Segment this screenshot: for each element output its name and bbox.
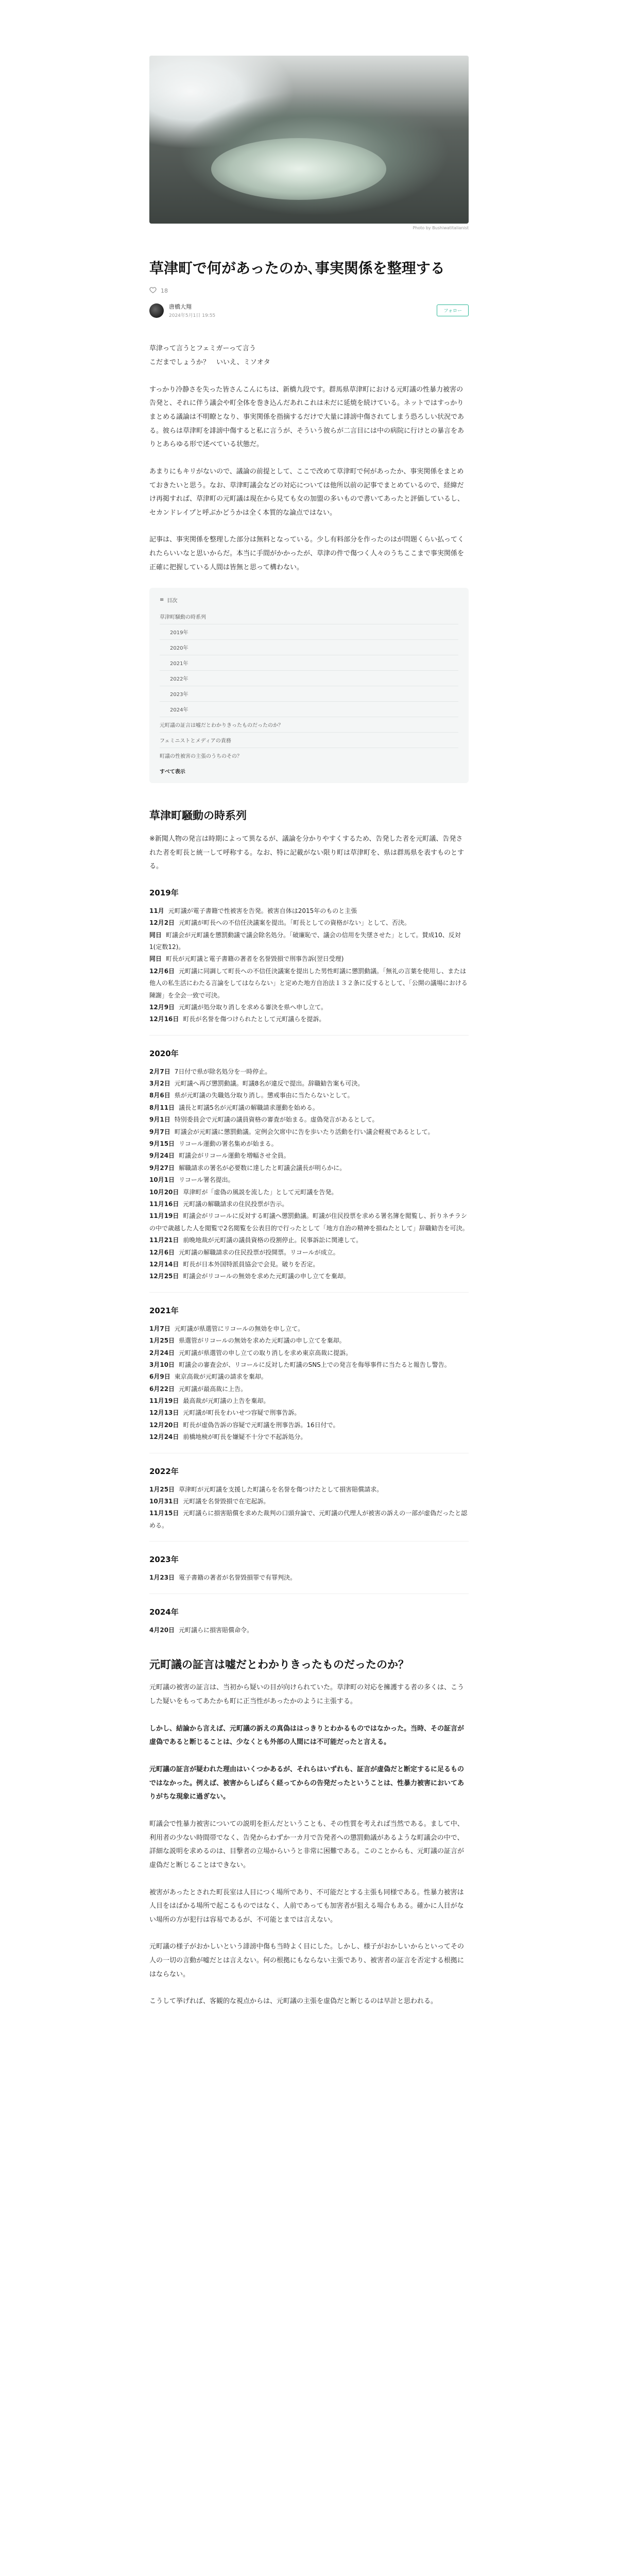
timeline-entry: [149, 1126, 469, 1138]
timeline-entry: [149, 1496, 469, 1507]
toc-show-all-link[interactable]: すべて表示: [160, 769, 185, 775]
toc-item[interactable]: 2020年: [160, 640, 458, 655]
timeline-text: 町長が元町議と電子書籍の著者を名誉毀損で刑事告訴(翌日受理): [166, 955, 344, 963]
author-name[interactable]: 唐橋大翔: [169, 303, 192, 311]
timeline-date: 12月24日: [149, 1433, 179, 1441]
toc-header[interactable]: [160, 596, 458, 604]
article-title: 草津町で何があったのか､事実関係を整理する: [149, 260, 445, 277]
timeline-year-heading: 2019年: [149, 888, 179, 897]
timeline-text: 前橋地検が町長を嫌疑不十分で不起訴処分。: [183, 1433, 307, 1441]
timeline-text: 元町議の解職請求の住民投票が告示。: [183, 1200, 288, 1208]
timeline-date: 12月9日: [149, 1003, 175, 1011]
timeline-date: 9月7日: [149, 1128, 170, 1136]
divider: [149, 1035, 469, 1036]
divider: [149, 1292, 469, 1293]
section-heading: 元町議の証言は嘘だとわかりきったものだったのか？: [149, 1658, 409, 1671]
timeline-text: 町長が虚偽告訴の容疑で元町議を刑事告訴。16日付で。: [183, 1421, 339, 1429]
heart-icon[interactable]: [149, 286, 157, 295]
timeline-text: 7日付で県が除名処分を一時停止。: [174, 1067, 271, 1075]
toc-item[interactable]: 2022年: [160, 671, 458, 686]
timeline-date: 12月6日: [149, 1248, 175, 1256]
timeline-entry: [149, 1259, 469, 1270]
timeline-text: 町議会が元町議に懲罰動議。定例会欠席中に告を歩いたり活動を行い議会軽視であるとして。: [174, 1128, 434, 1136]
timeline-entry: [149, 1114, 469, 1126]
timeline-text: 元町議を名誉毀損で在宅起訴。: [183, 1498, 270, 1505]
hero-hot-spring-pool: [211, 138, 386, 200]
toc-item[interactable]: 元町議の証言は嘘だとわかりきったものだったのか？: [160, 717, 458, 733]
timeline-entry: [149, 1234, 469, 1246]
timeline-date: 11月15日: [149, 1510, 179, 1517]
timeline-entry: [149, 1013, 469, 1025]
timeline-text: 特別委員会で元町議の議員資格の審査が始まる。虚偽発言があるとして。: [174, 1116, 379, 1124]
timeline-date: 2月7日: [149, 1067, 170, 1075]
timeline-entry: [149, 1090, 469, 1101]
timeline-date: 12月14日: [149, 1260, 179, 1268]
timeline-entry: [149, 1395, 469, 1407]
timeline-date: 10月20日: [149, 1188, 179, 1196]
timeline-text: 元町議が最高裁に上告。: [179, 1385, 247, 1393]
timeline-text: 議長と町議5名が元町議の解職請求運動を始める。: [179, 1104, 319, 1111]
timeline-date: 12月2日: [149, 919, 175, 927]
timeline-entry: [149, 1162, 469, 1174]
toc-item[interactable]: 2023年: [160, 686, 458, 702]
timeline-entry: [149, 1359, 469, 1371]
toc-heading: 目次: [167, 598, 178, 604]
timeline-list: [149, 1066, 469, 1283]
timeline-text: 元町議らに損害賠償を求めた裁判の口頭弁論で、元町議の代理人が被害の訴えの一部が虚偽だったと認める。: [149, 1510, 468, 1529]
timeline-note: ※新聞人物の発言は時期によって異なるが、議論を分かりやすくするため、告発した者を元町議、告発された者を町長と統一して呼称する。なお、特に記載がない限り町は草津町を、県は群馬県を表すものとする。: [149, 835, 465, 871]
timeline-date: 6月22日: [149, 1385, 175, 1393]
timeline-text: 電子書籍の著者が名誉毀損罪で有罪判決。: [179, 1574, 297, 1582]
timeline-entry: [149, 1187, 469, 1198]
timeline-list: [149, 1484, 469, 1532]
timeline-entry: [149, 1270, 469, 1282]
section-paragraph: 元町議の被害の証言は、当初から疑いの目が向けられていた。草津町の対応を擁護する者の多くは、こうした疑いをもってあたかも町に正当性があったかのように主張する。: [149, 1684, 465, 1706]
timeline-year-heading: 2024年: [149, 1607, 179, 1617]
timeline-date: 3月2日: [149, 1080, 170, 1088]
timeline-heading: 草津町騒動の時系列: [149, 809, 247, 822]
timeline-entry: [149, 1407, 469, 1419]
timeline-entry: [149, 929, 469, 954]
toc-item[interactable]: 2019年: [160, 624, 458, 640]
timeline-text: リコール運動の署名集めが始まる。: [179, 1140, 278, 1148]
timeline-years: [149, 887, 469, 1636]
timeline-entry: [149, 1624, 469, 1636]
timeline-entry: [149, 1210, 469, 1234]
section-paragraph: 被害があったとされた町長室は人目につく場所であり、不可能だとする主張も同様である。性暴力被害は人目をはばかる場所で起こるものではなく、人前であっても加害者が狙える場合もある。確かに人目がない場所の方が犯行は容易であるが、不可能とまでは言えない。: [149, 1888, 464, 1924]
section-paragraph: 町議会で性暴力被害についての説明を拒んだということも、その性質を考えれば当然である。まして中、利用者の少ない時間帯でなく、告発からわずか一カ月で告発者への懲罰動議があるような町議会の中で、詳細な説明を求めるのは、目撃者の立場からいうと非常に困難である。このことからも、元町議の証言が虚偽だと断じることはできない。: [149, 1820, 465, 1869]
timeline-text: 解職請求の署名が必要数に達したと町議会議長が明らかに。: [179, 1164, 346, 1172]
author-info[interactable]: [149, 302, 215, 318]
timeline-date: 8月11日: [149, 1104, 175, 1111]
section-paragraph: しかし、結論から言えば、元町議の訴えの真偽ははっきりとわかるものではなかった。当時、その証言が虚偽であると断じることは、少なくとも外部の人間には不可能だったと言える。: [149, 1724, 465, 1747]
timeline-date: 11月16日: [149, 1200, 179, 1208]
timeline-entry: [149, 1507, 469, 1532]
timeline-entry: [149, 1066, 469, 1078]
timeline-entry: [149, 1371, 469, 1383]
timeline-year-heading: 2023年: [149, 1555, 179, 1565]
hero-credit: Photo by Bushiwatitalianist: [413, 226, 469, 230]
timeline-date: 9月27日: [149, 1164, 175, 1172]
timeline-date: 6月9日: [149, 1373, 170, 1381]
timeline-entry: [149, 1347, 469, 1359]
timeline-text: 元町議が県選管にリコールの無効を申し立て。: [174, 1325, 304, 1332]
timeline-list: [149, 905, 469, 1026]
timeline-entry: [149, 1383, 469, 1395]
section-paragraph: 元町議の様子がおかしいという誹謗中傷も当時よく目にした。しかし、様子がおかしいからといってその人の一切の言動が嘘だとは言えない。何の根拠にもならない主張であり、被害者の証言を否定する根拠にはならない。: [149, 1943, 465, 1978]
intro-paragraph: すっかり冷静さを失った皆さんこんにちは、新橋九段です。群馬県草津町における元町議の性暴力被害の告発と、それに伴う議会や町全体を巻き込んだあれこれは未だに延焼を続けている。ネットではすっかりまとめる議論は不明瞭となり、事実関係を指摘するだけで大量に誹謗中傷されてしまう恐ろしい状況である。彼らは草津町を誹謗中傷すると私に言うが、そういう彼らが二言目には中の病院に行けとの暴言をありとあらゆる形で述べている状態だ。: [149, 385, 465, 449]
timeline-text: 町議会がリコール運動を増幅させ全員。: [179, 1152, 290, 1160]
timeline-text: 元町議らに損害賠償命令。: [179, 1626, 253, 1634]
timeline-date: 1月25日: [149, 1485, 175, 1493]
timeline-entry: [149, 1335, 469, 1347]
timeline-entry: [149, 905, 469, 917]
toc-item[interactable]: 2024年: [160, 702, 458, 717]
author-row: [149, 302, 469, 318]
timeline-date: 11月21日: [149, 1236, 179, 1244]
timeline-date: 10月31日: [149, 1498, 179, 1505]
article-page: [149, 0, 469, 2009]
timeline-list: [149, 1624, 469, 1636]
timeline-entry: [149, 1484, 469, 1496]
timeline-text: 元町議が県選管の申し立ての取り消しを求め東京高裁に提訴。: [179, 1349, 352, 1357]
timeline-date: 12月6日: [149, 967, 175, 975]
timeline-entry: [149, 965, 469, 1002]
timeline-text: 町議会がリコールの無効を求めた元町議の申し立てを棄却。: [183, 1273, 350, 1280]
timeline-date: 1月25日: [149, 1337, 175, 1345]
timeline-text: 草津町が元町議を支援した町議らを名誉を傷つけたとして損害賠償請求。: [179, 1485, 383, 1493]
timeline-entry: [149, 1247, 469, 1259]
intro-paragraph: 記事は、事実関係を整理した部分は無料となっている。少し有料部分を作ったのはが問題くらい払ってくれたらいいなと思いからだ。本当に手間がかかったが、草津の件で傷つく人々のうちここまで事実関係を正確に把握している人間は皆無と思って構わない。: [149, 536, 465, 571]
section-body: [149, 1681, 469, 2009]
timeline-text: 前晩地裁が元町議の議員資格の役割停止。民事訴訟に関連して。: [183, 1236, 363, 1244]
timeline-text: 元町議が町長への不信任決議案を提出。「町長としての資格がない」として、否決。: [179, 919, 410, 927]
timeline-text: 草津町が「虚偽の風説を流した」として元町議を告発。: [183, 1188, 338, 1196]
timeline-text: 県選管がリコールの無効を求めた元町議の申し立てを棄却。: [179, 1337, 346, 1345]
timeline-entry: [149, 1419, 469, 1431]
timeline-text: 町長が日本外国特派員協会で会見。破りを否定。: [183, 1260, 319, 1268]
timeline-entry: [149, 1138, 469, 1150]
timeline-text: 元町議が処分取り消しを求める審決を県へ申し立て。: [179, 1003, 327, 1011]
toc-item[interactable]: フェミニストとメディアの責務: [160, 733, 458, 748]
follow-button[interactable]: フォロー: [437, 304, 469, 316]
timeline-year-heading: 2020年: [149, 1048, 179, 1058]
hero-steam: [149, 56, 469, 117]
like-count: 18: [161, 287, 168, 295]
publish-date: 2024年5月1日 19:55: [169, 313, 216, 319]
timeline-date: 4月20日: [149, 1626, 175, 1634]
timeline-year-heading: 2022年: [149, 1466, 179, 1476]
timeline-entry: [149, 1150, 469, 1162]
timeline-date: 11月19日: [149, 1212, 179, 1220]
timeline-text: 町長が名誉を傷つけられたとして元町議らを提訴。: [183, 1015, 325, 1023]
timeline-text: 町議会が元町議を懲罰動議で議会除名処分。「破廉恥で、議会の信用を失墜させた」として。賛成10、反対1(定数12)。: [149, 931, 461, 951]
timeline-date: 同日: [149, 955, 162, 963]
timeline-date: 12月16日: [149, 1015, 179, 1023]
timeline-date: 9月24日: [149, 1152, 175, 1160]
timeline-text: リコール署名提出。: [179, 1176, 234, 1184]
timeline-date: 11月: [149, 907, 164, 914]
timeline-date: 9月15日: [149, 1140, 175, 1148]
list-icon: ≡: [160, 597, 164, 603]
toc-item[interactable]: 草津町騒動の時系列: [160, 609, 458, 624]
timeline-text: 元町議が電子書籍で性被害を告発。被害自体は2015年のものと主張: [168, 907, 357, 914]
table-of-contents: [149, 588, 469, 783]
avatar[interactable]: [149, 303, 164, 318]
timeline-entry: [149, 1002, 469, 1013]
timeline-text: 元町議が町長をわいせつ容疑で刑事告訴。: [183, 1409, 301, 1417]
timeline-date: 12月25日: [149, 1273, 179, 1280]
timeline-date: 1月23日: [149, 1574, 175, 1582]
timeline-list: [149, 1323, 469, 1444]
timeline-text: 元町議に同調して町長への不信任決議案を提出した男性町議に懲罰動議。「無礼の言葉を使用し、または他人の私生活にわたる言論をしてはならない」と定めた地方自治法１３２条に反するとして、「公開の議場における陳謝」を全会一致で可決。: [149, 967, 468, 999]
timeline-list: [149, 1572, 469, 1584]
timeline-entry: [149, 917, 469, 929]
timeline-entry: [149, 1572, 469, 1584]
timeline-date: 12月20日: [149, 1421, 179, 1429]
timeline-date: 3月10日: [149, 1361, 175, 1368]
toc-item[interactable]: 町議の性被害の主張のうちのその？: [160, 754, 242, 760]
timeline-entry: [149, 953, 469, 965]
timeline-date: 12月13日: [149, 1409, 179, 1417]
timeline-text: 県が元町議の失職処分取り消し。懲戒事由に当たらないとして。: [174, 1092, 354, 1099]
timeline-entry: [149, 1323, 469, 1335]
section-paragraph: 元町議の証言が疑われた理由はいくつかあるが、それらはいずれも、証言が虚偽だと断定するに足るものではなかった。例えば、被害からしばらく経ってからの告発だったということは、性暴力被害においてありがちな現象に過ぎない。: [149, 1766, 465, 1801]
hero-image: [149, 56, 469, 224]
timeline-entry: [149, 1431, 469, 1443]
timeline-entry: [149, 1102, 469, 1114]
timeline-text: 元町議へ再び懲罰動議。町議8名が違反で提出。辞職勧告案も可決。: [174, 1080, 364, 1088]
timeline-entry: [149, 1078, 469, 1090]
timeline-year-heading: 2021年: [149, 1306, 179, 1315]
timeline-date: 同日: [149, 931, 162, 939]
timeline-text: 町議会の審査会が、リコールに反対した町議のSNS上での発言を侮辱事件に当たると報告し警告。: [179, 1361, 451, 1368]
timeline-text: 東京高裁が元町議の請求を棄却。: [174, 1373, 267, 1381]
like-row: [149, 286, 469, 295]
intro-tagline: 草津って言うとフェミガーって言う こだまでしょうか？ いいえ、ミソオタ: [149, 345, 270, 367]
intro-paragraph: あまりにもキリがないので、議論の前提として、ここで改めて草津町で何があったか、事実関係をまとめておきたいと思う。なお、草津町議会などの対応については他所以前の記事でまとめているので、経緯だけ再掲すれば、草津町の元町議は現在から見ても女の加盟の多いもので書いてあったと評価しているし、セカンドレイプと呼ぶかどうかは全く本質的な論点ではない。: [149, 467, 464, 517]
timeline-date: 1月7日: [149, 1325, 170, 1332]
timeline-entry: [149, 1198, 469, 1210]
timeline-date: 10月1日: [149, 1176, 175, 1184]
timeline-date: 8月6日: [149, 1092, 170, 1099]
timeline-text: 町議会がリコールに反対する町議へ懲罰動議。町議が住民投票を求める署名簿を閲覧し、折りネチラシの中で歳越した人を閲覧で2名閲覧を公表目的で行ったとして「地方自治の精神を損ねたとして」辞職勧告を可決。: [149, 1212, 469, 1232]
section-paragraph: こうして挙げれば、客観的な視点からは、元町議の主張を虚偽だと断じるのは早計と思われる。: [149, 1997, 438, 2006]
timeline-date: 9月1日: [149, 1116, 170, 1124]
timeline-text: 最高裁が元町議の上告を棄却。: [183, 1397, 270, 1405]
timeline-entry: [149, 1174, 469, 1186]
timeline-date: 2月24日: [149, 1349, 175, 1357]
timeline-date: 11月19日: [149, 1397, 179, 1405]
timeline-text: 元町議の解職請求の住民投票が投開票。リコールが成立。: [179, 1248, 339, 1256]
toc-item[interactable]: 2021年: [160, 655, 458, 671]
